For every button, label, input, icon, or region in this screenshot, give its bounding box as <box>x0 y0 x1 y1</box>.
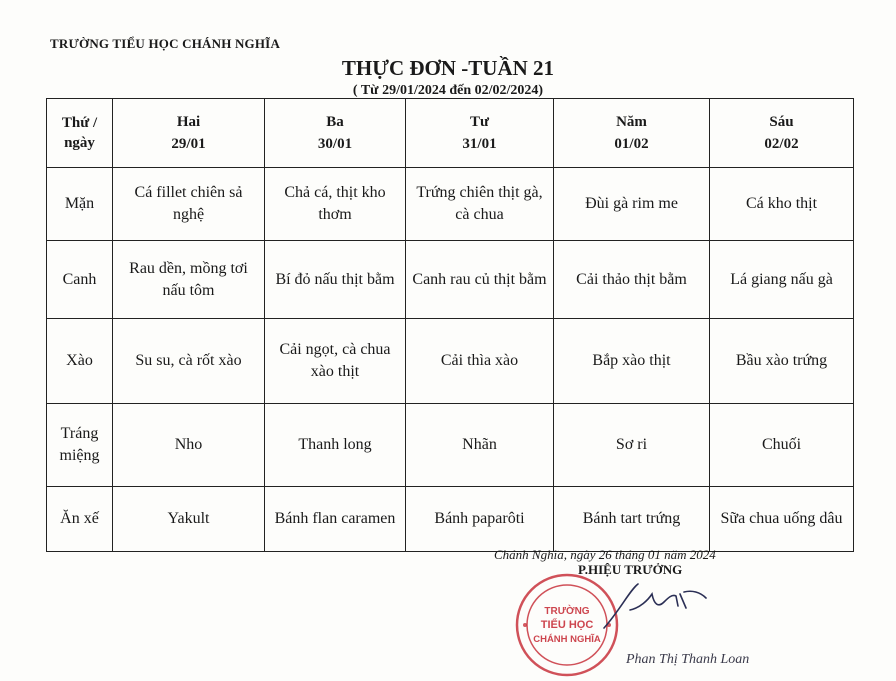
menu-cell: Bí đỏ nấu thịt bằm <box>265 241 406 319</box>
day-header <box>406 99 554 168</box>
date-range: ( Từ 29/01/2024 đến 02/02/2024) <box>352 83 544 98</box>
menu-cell: Thanh long <box>265 404 406 487</box>
day-name: Sáu <box>769 113 794 130</box>
menu-cell: Bắp xào thịt <box>554 319 710 404</box>
table-row <box>47 241 854 319</box>
table-row <box>47 487 854 552</box>
signer-name: Phan Thị Thanh Loan <box>626 652 750 667</box>
row-label <box>47 404 113 487</box>
menu-cell: Lá giang nấu gà <box>710 241 854 319</box>
signature-scribble <box>600 580 710 635</box>
sign-date-line: Chánh Nghĩa, ngày 26 tháng 01 năm 2024 <box>494 547 716 562</box>
menu-cell: Cá kho thịt <box>710 168 854 241</box>
stamp-line: TRƯỜNG <box>544 606 590 617</box>
stamp-line: CHÁNH NGHĨA <box>533 634 601 645</box>
menu-cell: Bánh paparôti <box>406 487 554 552</box>
menu-cell: Bánh tart trứng <box>554 487 710 552</box>
menu-cell: Cải thìa xào <box>406 319 554 404</box>
day-header <box>265 99 406 168</box>
day-header <box>554 99 710 168</box>
menu-cell: Chuối <box>710 404 854 487</box>
menu-cell: Nho <box>113 404 265 487</box>
table-row <box>47 168 854 241</box>
corner-line: ngày <box>64 135 95 151</box>
menu-cell: Cá fillet chiên sả nghệ <box>113 168 265 241</box>
corner-line: Thứ / <box>61 114 98 131</box>
menu-cell: Rau dền, mồng tơi nấu tôm <box>113 241 265 319</box>
day-name: Năm <box>616 113 647 130</box>
day-name: Hai <box>176 113 201 130</box>
row-label: Ăn xế <box>47 487 113 552</box>
stamp-line: TIỂU HỌC <box>540 619 594 631</box>
menu-cell: Canh rau củ thịt bằm <box>406 241 554 319</box>
menu-cell: Trứng chiên thịt gà, cà chua <box>406 168 554 241</box>
menu-cell: Bánh flan caramen <box>265 487 406 552</box>
menu-cell: Cải ngọt, cà chua xào thịt <box>265 319 406 404</box>
row-label: Canh <box>47 241 113 319</box>
day-date: 01/02 <box>614 136 649 152</box>
school-name: TRƯỜNG TIỂU HỌC CHÁNH NGHĨA <box>50 36 281 51</box>
menu-table <box>46 98 854 552</box>
menu-cell: Bầu xào trứng <box>710 319 854 404</box>
menu-cell: Yakult <box>113 487 265 552</box>
day-date: 29/01 <box>171 136 206 152</box>
day-header <box>113 99 265 168</box>
day-date: 31/01 <box>462 136 497 152</box>
row-label-line: Tráng <box>60 425 99 443</box>
menu-cell: Cải thảo thịt bằm <box>554 241 710 319</box>
menu-cell: Sơ ri <box>554 404 710 487</box>
day-header <box>710 99 854 168</box>
menu-cell: Chả cá, thịt kho thơm <box>265 168 406 241</box>
row-label-line: miệng <box>59 447 100 464</box>
day-name: Tư <box>469 113 489 130</box>
table-header-row <box>47 99 854 168</box>
table-row <box>47 319 854 404</box>
page-title: THỰC ĐƠN -TUẦN 21 <box>341 56 555 80</box>
day-date: 02/02 <box>764 136 799 152</box>
day-name: Ba <box>326 113 344 130</box>
row-label: Xào <box>47 319 113 404</box>
signer-role: P.HIỆU TRƯỞNG <box>578 562 683 577</box>
menu-cell: Nhãn <box>406 404 554 487</box>
menu-cell: Sữa chua uống dâu <box>710 487 854 552</box>
table-row <box>47 404 854 487</box>
row-label: Mặn <box>47 168 113 241</box>
day-date: 30/01 <box>317 136 353 152</box>
menu-cell: Đùi gà rim me <box>554 168 710 241</box>
corner-header <box>47 99 113 168</box>
menu-cell: Su su, cà rốt xào <box>113 319 265 404</box>
